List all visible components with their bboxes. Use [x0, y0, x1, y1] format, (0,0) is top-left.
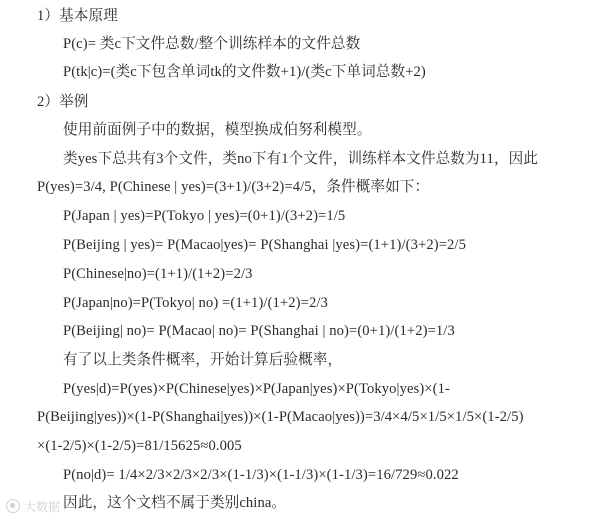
section-heading-principle: 1）基本原理: [37, 8, 118, 24]
watermark-text: 大数据: [24, 499, 61, 514]
paragraph-conclusion: 因此，这个文档不属于类别china。: [63, 495, 287, 511]
formula-posterior-yes-cont: P(Beijing|yes))×(1-P(Shanghai|yes))×(1-P(Macao|yes))=3/4×4/5×1/5×1/5×(1-2/5): [37, 409, 524, 425]
section-heading-example: 2）举例: [37, 94, 89, 110]
paragraph-posterior-intro: 有了以上类条件概率，开始计算后验概率，: [63, 352, 343, 368]
watermark: [6, 496, 60, 516]
weibo-logo-icon: [6, 499, 20, 513]
prob-japan-yes: P(Japan | yes)=P(Tokyo | yes)=(0+1)/(3+2)=1/5: [63, 208, 346, 224]
paragraph-counts: 类yes下总共有3个文件，类no下有1个文件，训练样本文件总数为11，因此: [63, 151, 539, 167]
prob-beijing-no: P(Beijing| no)= P(Macao| no)= P(Shanghai | no)=(0+1)/(1+2)=1/3: [63, 323, 455, 339]
formula-posterior-no: P(no|d)= 1/4×2/3×2/3×2/3×(1-1/3)×(1-1/3)×(1-1/3)=16/729≈0.022: [63, 467, 459, 483]
prob-chinese-no: P(Chinese|no)=(1+1)/(1+2)=2/3: [63, 266, 253, 282]
formula-prior: P(c)= 类c下文件总数/整个训练样本的文件总数: [63, 36, 361, 52]
prob-beijing-yes: P(Beijing | yes)= P(Macao|yes)= P(Shanghai |yes)=(1+1)/(3+2)=2/5: [63, 237, 466, 253]
formula-conditional: P(tk|c)=(类c下包含单词tk的文件数+1)/(类c下单词总数+2): [63, 64, 426, 80]
formula-posterior-yes-result: ×(1-2/5)×(1-2/5)=81/15625≈0.005: [37, 438, 242, 454]
paragraph-intro: 使用前面例子中的数据，模型换成伯努利模型。: [63, 122, 372, 138]
formula-posterior-yes: P(yes|d)=P(yes)×P(Chinese|yes)×P(Japan|yes)×P(Tokyo|yes)×(1-: [63, 381, 450, 397]
paragraph-counts-cont: P(yes)=3/4, P(Chinese | yes)=(3+1)/(3+2)=4/5，条件概率如下：: [37, 179, 430, 195]
prob-japan-no: P(Japan|no)=P(Tokyo| no) =(1+1)/(1+2)=2/3: [63, 295, 328, 311]
